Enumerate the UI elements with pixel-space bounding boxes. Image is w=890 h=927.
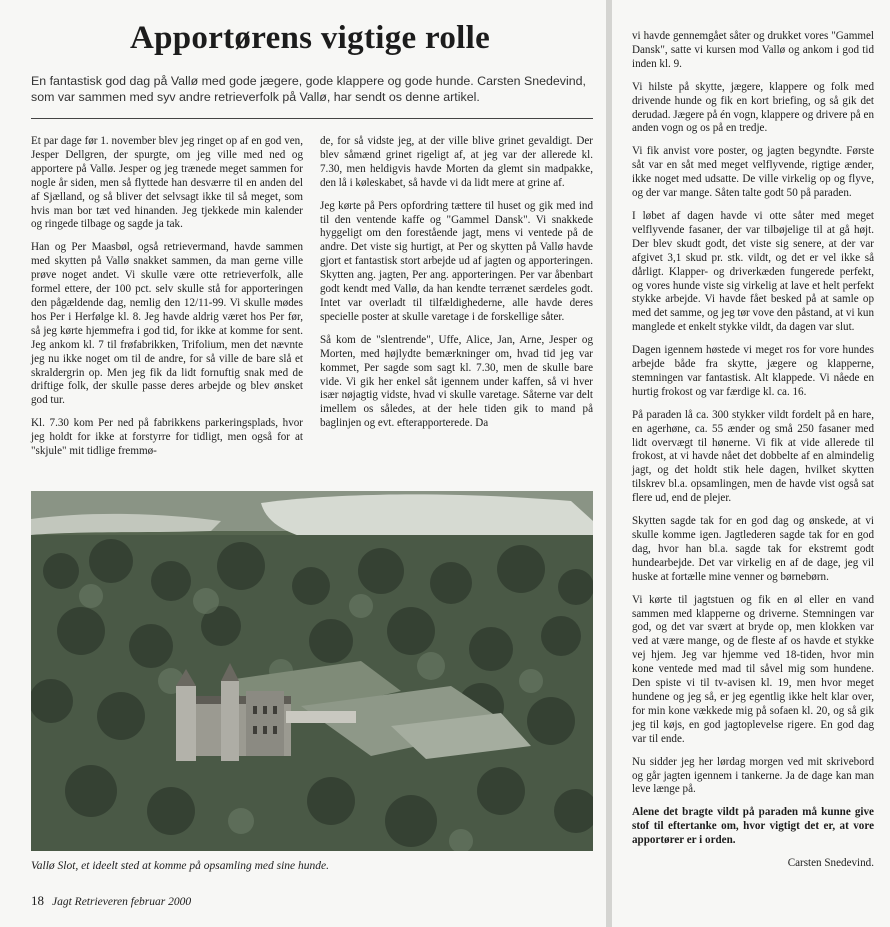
paragraph: Dagen igennem høstede vi meget ros for vore hundes arbejde både fra skytte, jægere og klapperne, stemningen var fantastisk. Alt klappede. Vi nåede en hurtig frokost og var færdige kl. ca. 16.	[632, 344, 874, 398]
photo-caption: Vallø Slot, et ideelt sted at komme på opsamling med sine hunde.	[31, 860, 329, 872]
paragraph: Skytten sagde tak for en god dag og ønskede, at vi skulle komme igen. Jagtlederen sagde tak for en god dag, hvor han bl.a. sagde tak for ekstremt godt hundearbejde. Det var virkelig en af de dage, jeg vil huske at fortælle mine venner og børnebørn.	[632, 515, 874, 583]
paragraph: Han og Per Maasbøl, også retrievermand, havde sammen med skytten på Vallø snakket sammen, da man gerne ville prøve noget andet. Vi skulle være otte retrieverfolk, alle formel ettere, der 100 pct. selv skulle stå for apporteringen den pågældende dag, nemlig den 12/11-99. Vi skulle mødes hos Per i Herfølge kl. 8. Jeg havde aldrig været hos Per før, så jeg kørte hjemmefra i god tid, for ikke at komme for sent. Jeg ankom kl. 7 til frøfabrikken, Trifolium, men det nævnte jeg nu ikke noget om til de andre, for så ville de bare slå et skraldergrin op. Men jeg fik da lidt fornuftig snak med de driftige folk, der skulle passe deres arbejde og blev ønsket god tur.	[31, 241, 303, 407]
author-signature: Carsten Snedevind.	[787, 857, 874, 870]
paragraph: Kl. 7.30 kom Per ned på fabrikkens parkeringsplads, hvor jeg holdt for ikke at forstyrre for tidligt, men også for at "skjule" mit tidlige fremmø-	[31, 417, 303, 458]
column-3	[632, 30, 874, 880]
closing-statement: Alene det bragte vildt på paraden må kunne give stof til eftertanke om, hvor vigtigt det er, at vore apportører er i orden.	[632, 806, 874, 847]
paragraph: Nu sidder jeg her lørdag morgen ved mit skrivebord og går jagten igennem i tankerne. Ja de dage kan man leve længe på.	[632, 755, 874, 796]
magazine-issue: Jagt Retrieveren februar 2000	[52, 896, 192, 908]
paragraph: vi havde gennemgået såter og drukket vores "Gammel Dansk", satte vi kursen mod Vallø og ankom i god tid inden kl. 9.	[632, 30, 874, 70]
vallo-castle-aerial-photo	[31, 491, 593, 851]
column-2	[320, 135, 593, 440]
paragraph: Vi kørte til jagtstuen og fik en øl eller en vand sammen med klapperne og driverne. Stemningen var god, og det var svært at bryde op, men klokken var ved at være mange, og de fleste af os havde et stykke vej hjem. Jeg var hjemme ved 18-tiden, hvor min kone ventede med mad til såvel mig som hundene. Den spiste vi til tv-avisen kl. 19, men hvor meget hundene og jeg så, er jeg egentlig ikke helt klar over, for min kone vækkede mig på sofaen kl. 20, og så gik jeg til køjs, en god jagtoplevelse rigere. En god dag var til ende.	[632, 593, 874, 745]
article-title: Apportørens vigtige rolle	[129, 20, 491, 56]
paragraph: Et par dage før 1. november blev jeg ringet op af en god ven, Jesper Dellgren, der spurgte, om jeg ville med ned og apportere på Vallø. Jesper og jeg trænede meget sammen for nogle år siden, men så flyttede han desværre til en anden del af Sjælland, og så bliver det selvsagt ikke til så meget, som hvis man bor tæt ved hinanden. Jeg tjekkede min kalender og ringede tilbage og sagde ja tak.	[31, 135, 303, 231]
paragraph: Så kom de "slentrende", Uffe, Alice, Jan, Arne, Jesper og Morten, med højlydte bemærkninger om, hvad tid jeg var kommet, Per sagde som sagt kl. 7.30, men de skulle bare vide. Vi gik her enkel såt igennem under kaffen, så vi hver især nøjagtig vidste, hvad vi skulle varetage. Såterne var delt imellem os således, at der hele tiden gik to mand på baglinjen og evt. efterapporterede. Da	[320, 333, 593, 430]
paragraph: Vi hilste på skytte, jægere, klappere og folk med drivende hunde og fik en kort briefing, og så gik det derudad. Jægere på én vogn, klappere og drivere på en anden vogn og os på en tredje.	[632, 80, 874, 135]
title-divider	[31, 118, 593, 119]
paragraph: I løbet af dagen havde vi otte såter med meget velflyvende fasaner, der var tilbøjelige til at gå højt. Der blev skudt godt, det viste sig senere, at der var afgivet 3,1 skud pr. stk. vildt, og det er vel ikke så dårligt. Klapper- og driverkæden fungerede perfekt, og vores hunde viste sig virkelig at lave et helt perfekt stykke arbejde. Vi havde fået besked på at samle op med det samme, og jeg tør vove den påstand, at vi kun manglede et enkelt stykke vildt, da dagen var slut.	[632, 209, 874, 334]
paragraph: de, for så vidste jeg, at der ville blive grinet gevaldigt. Der blev såmænd grinet rigeligt af, at jeg var der allerede kl. 7.30, men heldigvis havde Morten da glemt sin madpakke, den lå i køleskabet, så havde vi da lidt mere at grine af.	[320, 135, 593, 189]
column-1	[31, 135, 303, 468]
paragraph: Vi fik anvist vore poster, og jagten begyndte. Første såt var en såt med meget velflyvende, rigtige ænder, ikke noget med udsatte. De ville virkelig op og flyve, og der var mange. Såten talte godt 50 på paraden.	[632, 145, 874, 200]
article-lead: En fantastisk god dag på Vallø med gode jægere, gode klappere og gode hunde. Carsten Snedevind, som var sammen med syv andre retrieverfolk på Vallø, har sendt os denne artikel.	[31, 74, 586, 104]
page-number: 18	[31, 893, 44, 908]
paragraph: Jeg kørte på Pers opfordring tættere til huset og gik med ind til den ventende kaffe og "Gammel Dansk". Vi snakkede hyggeligt om den forestående jagt, mens vi ventede på de andre. Det viste sig hurtigt, at Per og skytten på Vallø havde gjort et fantastisk stort arbejde ud af jagten og apporteringen. Skytten ang. jagten, Per ang. apporteringen. Per var åbenbart godt kendt med Vallø, da han kendte terrænet særdeles godt. Intet var overladt til tilfældighederne, alle havde deres specielle poster at skulle varetage i de forskellige såter.	[320, 199, 593, 323]
page-footer	[31, 893, 191, 909]
paragraph: På paraden lå ca. 300 stykker vildt fordelt på en hare, en agerhøne, ca. 55 ænder og små 250 fasaner med lidt overvægt til hønerne. Vi fik at vide allerede til frokost, at vi havde nået det dobbelte af en almindelig jagt, og det holdt stik hele dagen, hvilket skytten tilskrev bl.a. opsamlingen, men de havde vist også sat flere ud, end de plejer.	[632, 408, 874, 505]
